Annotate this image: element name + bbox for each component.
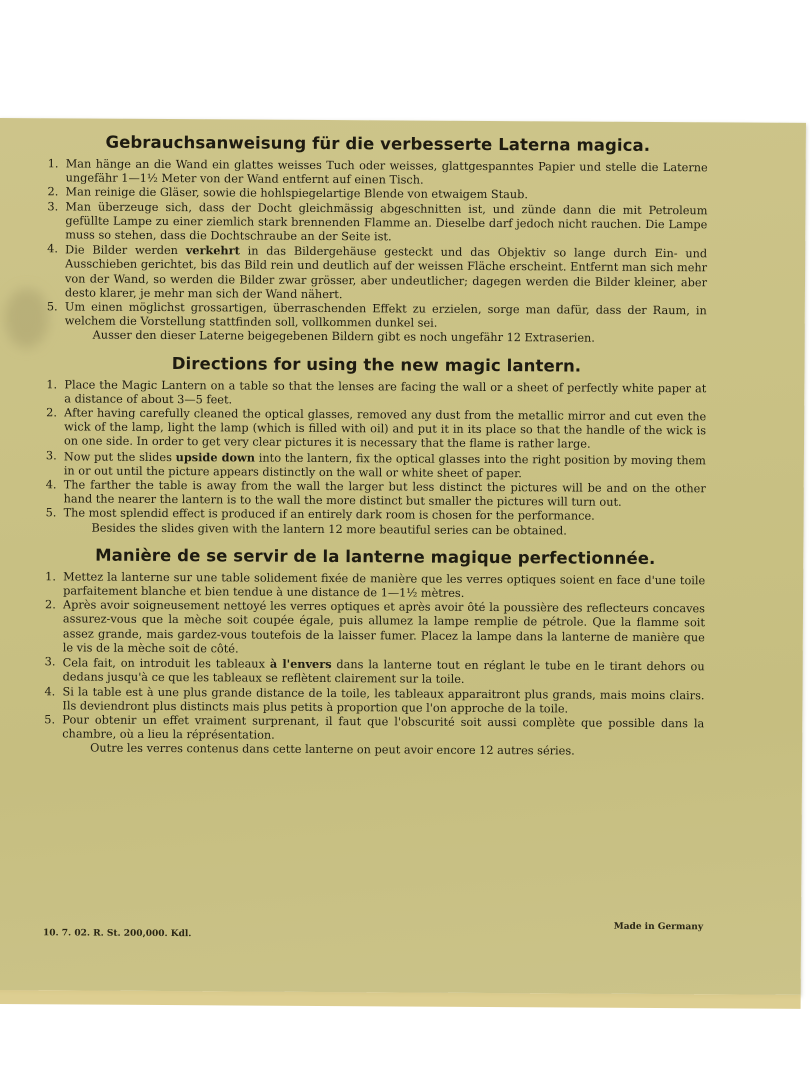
made-in-label: Made in Germany [613,921,704,933]
french-item-5: 5. Pour obtenir un effet vraiment surprenant, il faut que l'obscurité soit aussi complète que possible dans la chambre, où a lieu la réprésentation. [44,713,705,742]
french-extra-note: Outre les verres contenus dans cette lanterne on peut avoir encore 12 autres séries. [90,741,575,758]
french-section [44,545,705,760]
print-code: 10. 7. 02. R. St. 200,000. Kdl. [42,928,192,940]
french-item-3: 3. Cela fait, on introduit les tableaux à l'envers dans la lanterne tout en réglant le tube en le tirant dehors ou dedans jusqu'à ce que les tableaux se reflètent clairement sur la toile. [44,655,705,687]
english-list [46,378,707,525]
german-list [47,157,708,332]
english-item-5: 5. The most splendid effect is produced if an entirely dark room is chosen for the performance. [45,506,595,524]
german-item-1: 1. Man hänge an die Wand ein glattes weisses Tuch oder weisses, glattgespanntes Papier und stelle die Laterne ungefähr 1—1½ Meter von der Wand entfernt auf einen Tisch. [47,157,708,187]
sheet-content [44,132,708,760]
emphasis-a-l-envers: à l'envers [269,656,332,672]
english-item-4: 4. The farther the table is away from the wall the larger but less distinct the pictures will be and on the other hand the nearer the lantern is to the wall the more distinct but smaller the pictures will turn out. [45,478,706,510]
english-title: Directions for using the new magic lantern. [171,353,582,376]
emphasis-verkehrt: verkehrt [185,243,240,258]
french-item-2: 2. Après avoir soigneusement nettoyé les verres optiques et après avoir ôté la poussière des reflecteurs concaves assurez-vous que la mèche soit coupée égale, puis allumez la lampe remplie de pétrole. Que la flamme soit assez grande, mais gardez-vous toutefois de la laisser fumer. Placez la lampe dans la lanterne de manière que le vis de la mèche soit de côté. [44,598,706,656]
emphasis-upside-down: upside down [175,449,256,465]
french-list [44,570,705,745]
german-title: Gebrauchsanweisung für die verbesserte Laterna magica. [105,132,651,155]
german-extra-note: Ausser den dieser Laterne beigegebenen Bildern gibt es noch ungefähr 12 Extraserien. [92,329,595,346]
paper-stain [5,288,49,348]
german-item-4: 4. Die Bilder werden verkehrt in das Bildergehäuse gesteckt und das Objektiv so lange durch Ein- und Ausschieben gerichtet, bis das Bild rein und deutlich auf der weissen Fläche erscheint. Entfernt man sich mehr von der Wand, so werden die Bilder zwar grösser, aber undeutlicher; dagegen werden die Bilder kleiner, aber desto klarer, je mehr man sich der Wand nähert. [47,242,708,301]
german-section [47,132,708,347]
english-item-3: 3. Now put the slides upside down into the lantern, fix the optical glasses into the right position by moving them in or out until the picture appears distinctly on the wall or white sheet of paper. [45,448,706,481]
french-title: Manière de se servir de la lanterne magique perfectionnée. [95,545,656,568]
german-item-3: 3. Man überzeuge sich, dass der Docht gleichmässig abgeschnitten ist, und zünde dann die mit Petroleum gefüllte Lampe zu einer ziemlich stark brennenden Flamme an. Dieselbe darf jedoch nicht rauchen. Die Lampe muss so stehen, dass die Dochtschraube an der Seite ist. [47,199,708,244]
french-item-1: 1. Mettez la lanterne sur une table solidement fixée de manière que les verres optiques soient en face d'une toile parfaitement blanche et bien tendue à une distance de 1—1½ mètres. [45,570,706,600]
english-extra-note: Besides the slides given with the lantern 12 more beautiful series can be obtained. [91,521,567,538]
sheet-footer [42,918,704,940]
english-section [45,353,706,539]
french-item-4: 4. Si la table est à une plus grande distance de la toile, les tableaux apparaitront plus grands, mais moins clairs. Ils deviendront plus distincts mais plus petits à proportion que l'on approche de la toile. [44,684,705,716]
english-item-1: 1. Place the Magic Lantern on a table so that the lenses are facing the wall or a sheet of perfectly white paper at a distance of about 3—5 feet. [46,377,707,407]
english-item-2: 2. After having carefully cleaned the optical glasses, removed any dust from the metallic mirror and cut even the wick of the lamp, light the lamp (which is filled with oil) and put it in its place so that the handle of the wick is on one side. In order to get very clear pictures it is necessary that the flame is rather large. [46,406,707,452]
german-item-5: 5. Um einen möglichst grossartigen, überraschenden Effekt zu erzielen, sorge man dafür, dass der Raum, in welchem die Vorstellung stattfinden soll, vollkommen dunkel sei. [46,300,707,330]
instruction-sheet [0,118,806,995]
german-item-2: 2. Man reinige die Gläser, sowie die hohlspiegelartige Blende von etwaigem Staub. [47,185,529,202]
